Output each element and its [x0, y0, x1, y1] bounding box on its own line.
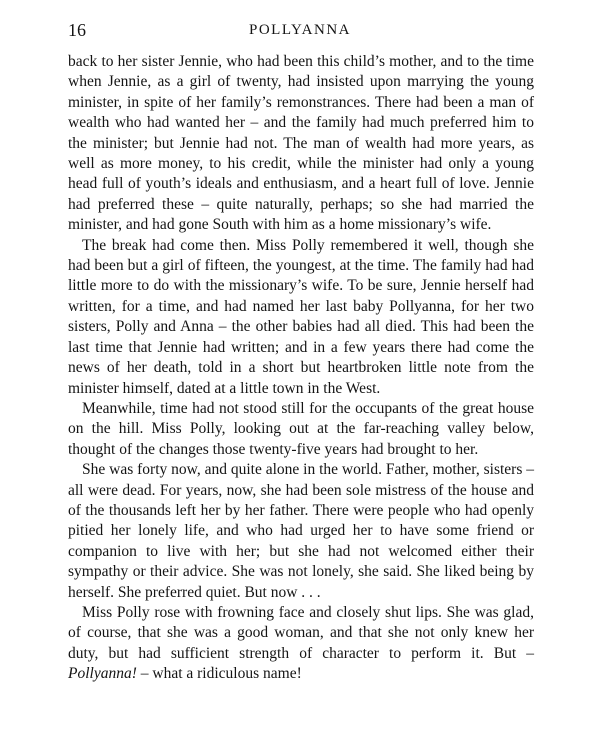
- paragraph: She was forty now, and quite alone in the world. Father, mother, sisters – all were dead. For years, now, she had been sole mistress of the house and of the thousands left her by her father. There were people who had openly pitied her lonely life, and who had urged her to have some friend or companion to live with her; but she had not welcomed either their sympathy or their advice. She was not lonely, she said. She liked being by herself. She preferred quiet. But now . . .: [68, 461, 534, 601]
- paragraph: Meanwhile, time had not stood still for the occupants of the great house on the hill. Miss Polly, looking out at the far-reaching valley below, thought of the changes those twenty-five years had brought to her.: [68, 399, 534, 458]
- closing-text-before: But –: [493, 644, 534, 662]
- emphasized-name: Pollyanna!: [68, 665, 137, 683]
- paragraph-text: Miss Polly rose with frowning face and closely shut lips. She was glad, of course, that she was a good woman, and that she not only knew her duty, but had sufficient strength of character to perform it.: [68, 603, 534, 662]
- closing-text-after: – what a ridiculous name!: [136, 665, 302, 683]
- page-header: [68, 18, 532, 42]
- paragraph: The break had come then. Miss Polly remembered it well, though she had been but a girl of fifteen, the youngest, at the time. The family had had little more to do with the missionary’s wife. To be sure, Jennie herself had written, for a time, and had named her last baby Pollyanna, for her two sisters, Polly and Anna – the other babies had all died. This had been the last time that Jennie had written; and in a few years there had come the news of her death, told in a short but heartbroken little note from the minister himself, dated at a little town in the West.: [68, 236, 534, 397]
- running-head: POLLYANNA: [249, 22, 351, 38]
- chapter-text: [68, 52, 534, 685]
- paragraph-continued: back to her sister Jennie, who had been this child’s mother, and to the time when Jennie, as a girl of twenty, had insisted upon marrying the young minister, in spite of her family’s remonstrances. There had been a man of wealth who had wanted her – and the family had much preferred him to the minister; but Jennie had not. The man of wealth had more years, as well as more money, to his credit, while the minister had only a young head full of youth’s ideals and enthusiasm, and a heart full of love. Jennie had preferred these – quite naturally, perhaps; so she had married the minister, and had gone South with him as a home missionary’s wife.: [68, 53, 534, 234]
- page-number: 16: [68, 20, 86, 40]
- paragraph-last: [68, 603, 534, 685]
